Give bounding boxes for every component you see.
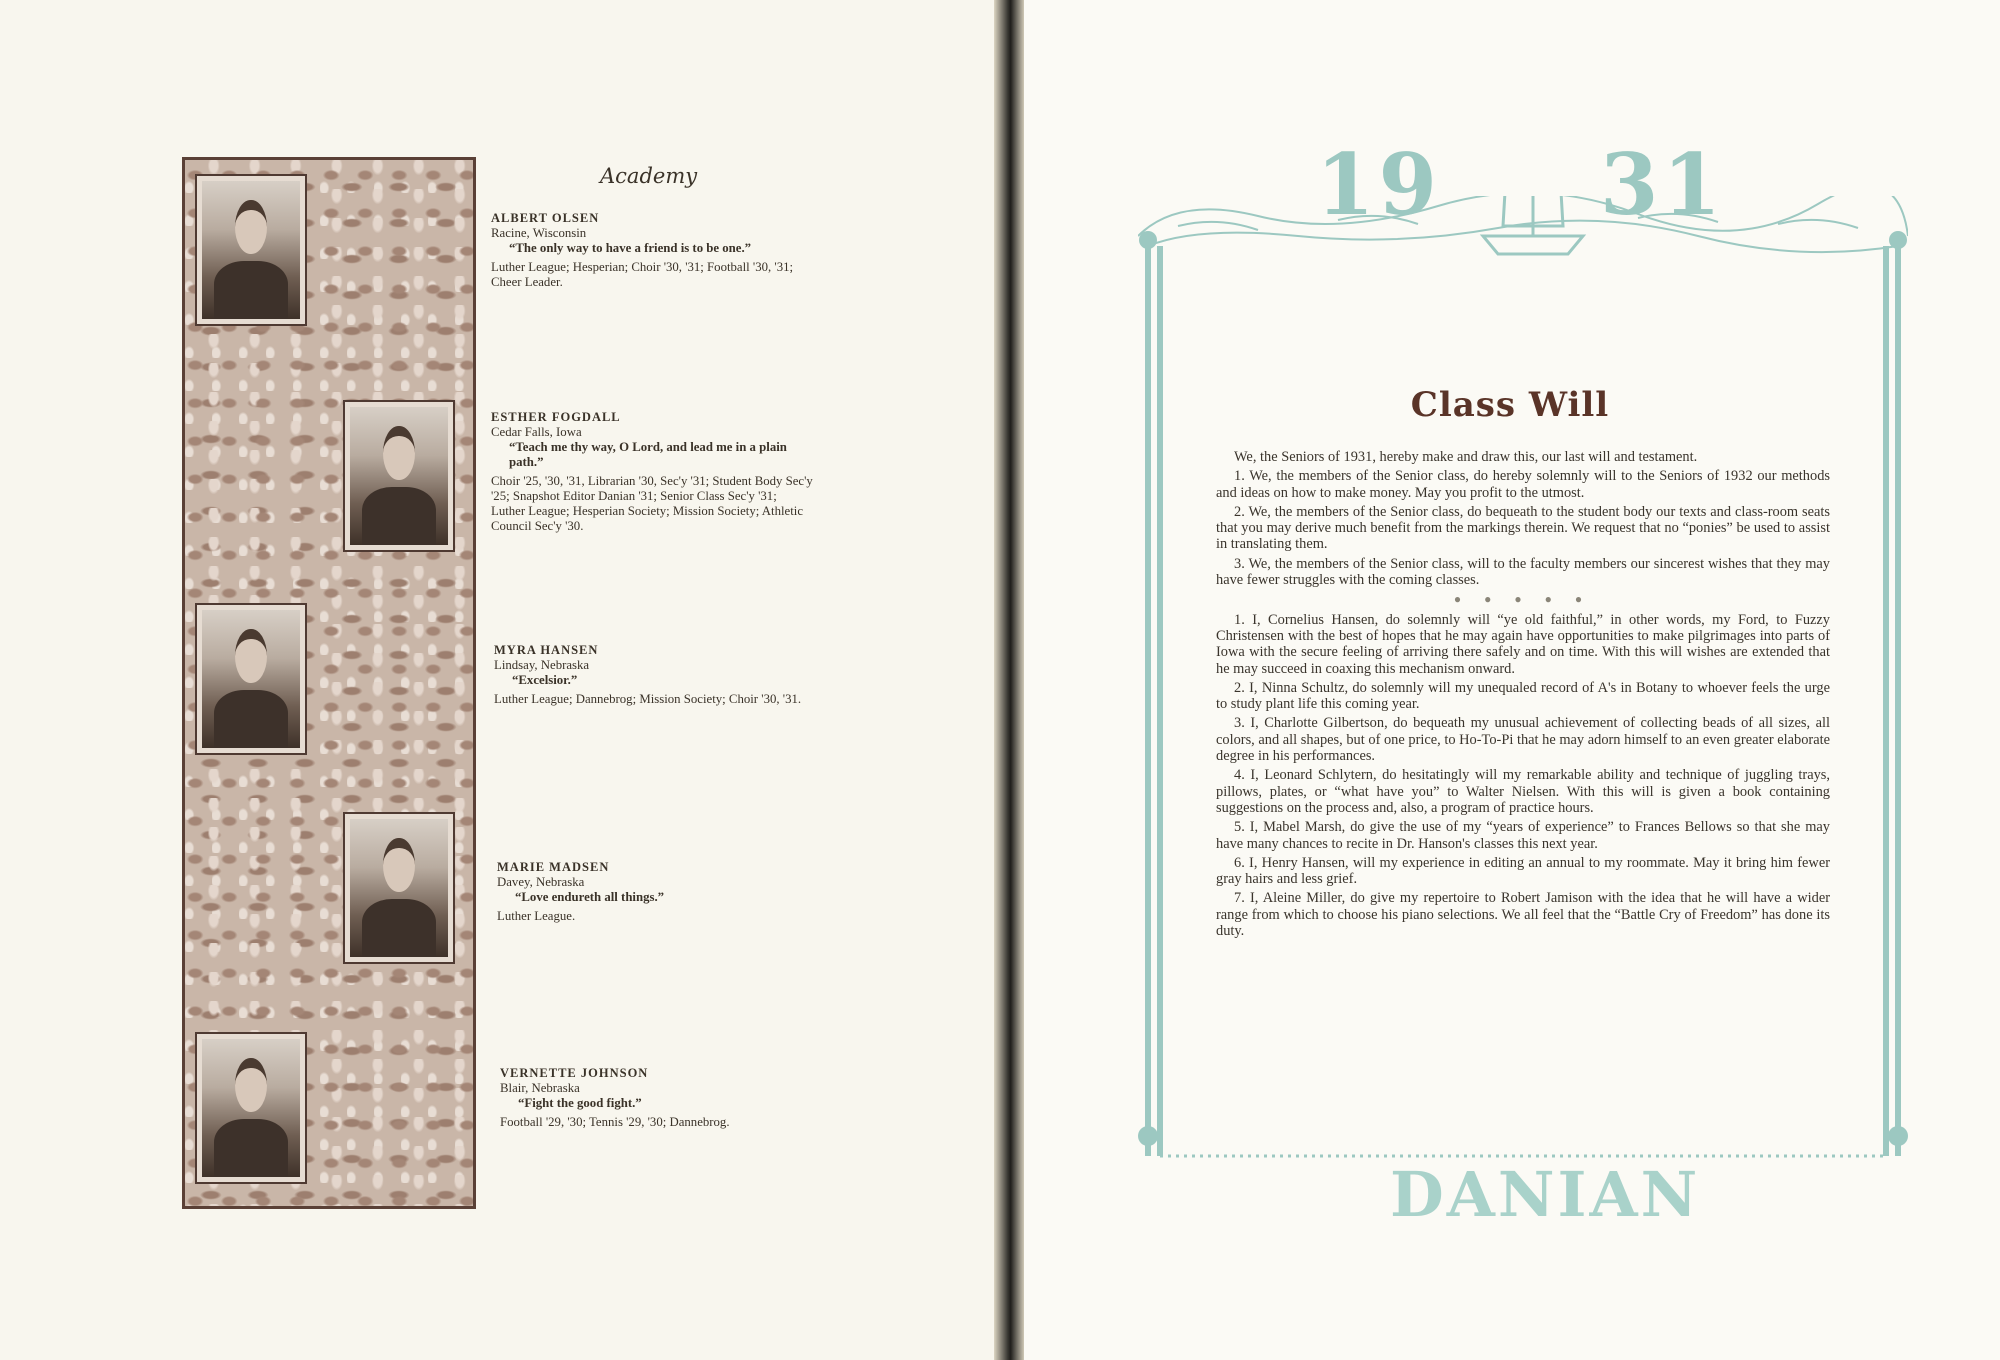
student-name: ESTHER FOGDALL [491, 410, 621, 424]
student-name: MARIE MADSEN [497, 860, 610, 874]
bequest-paragraph: 5. I, Mabel Marsh, do give the use of my “years of experience” to Frances Bellows so that she may have many chances to recite in Dr. Hanson's classes this next year. [1216, 819, 1830, 852]
student-quote: “Love endureth all things.” [515, 890, 665, 904]
will-paragraph: 3. We, the members of the Senior class, will to the faculty members our sincerest wishes that they may have fewer struggles with the coming classes. [1216, 555, 1830, 589]
student-name: MYRA HANSEN [494, 643, 599, 657]
will-paragraph: 1. We, the members of the Senior class, do hereby solemnly will to the Seniors of 1932 our methods and ideas on how to make money. May you profit to the utmost. [1216, 468, 1830, 501]
portrait-photo [195, 603, 307, 755]
year-left: 19 [1316, 135, 1441, 234]
ship-icon [1483, 196, 1583, 254]
student-quote: “The only way to have a friend is to be one.” [509, 241, 752, 255]
portrait-photo [195, 1032, 307, 1184]
student-quote: “Fight the good fight.” [518, 1096, 642, 1110]
footer-mark: DANIAN [1390, 1158, 1701, 1231]
student-quote: “Teach me thy way, O Lord, and lead me in a plain path.” [509, 440, 787, 469]
portrait-photo [343, 812, 455, 964]
left-page [0, 0, 994, 1360]
student-hometown: Davey, Nebraska [497, 875, 585, 889]
student-activities: Luther League. [497, 909, 576, 923]
book-gutter [994, 0, 1024, 1360]
student-quote: “Excelsior.” [512, 673, 578, 687]
student-hometown: Cedar Falls, Iowa [491, 425, 582, 439]
will-paragraph: 2. We, the members of the Senior class, do bequeath to the student body our texts and class-room seats that you may derive much benefit from the markings therein. We request that no “ponies” be used to assist in translating them. [1216, 503, 1830, 553]
student-entry [500, 1066, 822, 1130]
student-entry [497, 860, 819, 924]
will-paragraph: We, the Seniors of 1931, hereby make and draw this, our last will and testament. [1234, 449, 1698, 465]
student-hometown: Racine, Wisconsin [491, 226, 587, 240]
year-right: 31 [1600, 135, 1725, 234]
page-title: Class Will [1410, 385, 1610, 425]
student-activities: Choir '25, '30, '31, Librarian '30, Sec'y '31; Student Body Sec'y '25; Snapshot Editor Danian '31; Senior Class Sec'y '31; Luther League; Hesperian Society; Mission Society; Athletic Council Sec'y '30. [491, 474, 813, 533]
bequest-paragraph: 6. I, Henry Hansen, will my experience in editing an annual to my roommate. May it bring him fewer gray hairs and less grief. [1216, 854, 1830, 888]
bequest-paragraph: 1. I, Cornelius Hansen, do solemnly will “ye old faithful,” in other words, my Ford, to Fuzzy Christensen with the best of hopes that he may again have opportunities to make pilgrimages into parts of Iowa with the secure feeling of arriving there safely and on time. With this will wishes are extended that he may succeed in coaxing this mechanism onward. [1216, 611, 1830, 677]
bequest-paragraph: 2. I, Ninna Schultz, do solemnly will my unequaled record of A's in Botany to whoever feels the urge to study plant life this coming year. [1216, 679, 1830, 713]
portrait-photo [195, 174, 307, 326]
student-name: VERNETTE JOHNSON [500, 1066, 649, 1080]
student-entry [494, 643, 816, 707]
student-entry [491, 410, 813, 534]
section-title: Academy [600, 164, 698, 188]
student-entry [491, 211, 813, 290]
bequest-paragraph: 7. I, Aleine Miller, do give my repertoire to Robert Jamison with the idea that he will have a wider range from which to choose his piano selections. We all feel that the “Battle Cry of Freedom” has done its duty. [1216, 890, 1830, 940]
class-will-text [1216, 449, 1830, 942]
section-separator: ● ● ● ● ● [1453, 592, 1593, 607]
bequest-paragraph: 3. I, Charlotte Gilbertson, do bequeath my unusual achievement of collecting beads of all sizes, all colors, and all shapes, but of one price, to Ho-To-Pi that he may adorn himself to an even greater elaborate degree in his performances. [1216, 715, 1830, 765]
student-activities: Luther League; Dannebrog; Mission Society; Choir '30, '31. [494, 692, 802, 706]
student-hometown: Lindsay, Nebraska [494, 658, 590, 672]
student-activities: Football '29, '30; Tennis '29, '30; Dannebrog. [500, 1115, 730, 1129]
student-activities: Luther League; Hesperian; Choir '30, '31; Football '30, '31; Cheer Leader. [491, 260, 794, 289]
bequest-paragraph: 4. I, Leonard Schlytern, do hesitatingly will my remarkable ability and technique of juggling trays, pillows, plates, or “what have you” to Walter Nielsen. With this will is given a book containing suggestions on the process and, also, a program of practice hours. [1216, 767, 1830, 816]
student-hometown: Blair, Nebraska [500, 1081, 580, 1095]
student-name: ALBERT OLSEN [491, 211, 600, 225]
portrait-photo [343, 400, 455, 552]
photo-strip [182, 157, 476, 1209]
